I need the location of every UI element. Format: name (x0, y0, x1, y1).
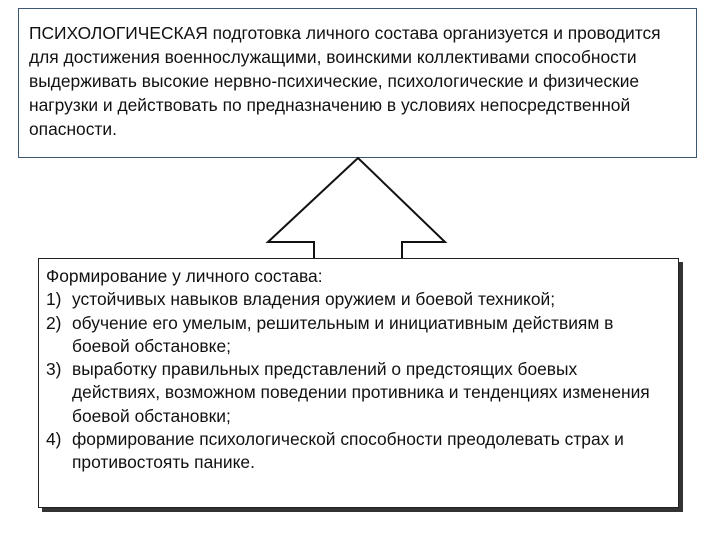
item-text: обучение его умелым, решительным и инициативным действиям в боевой обстановке; (72, 312, 614, 356)
item-text: выработку правильных представлений о предстоящих боевых действиях, возможном поведении противника и тенденциях изменения боевой обстановки; (72, 359, 650, 426)
list-item (46, 358, 670, 428)
item-text: устойчивых навыков владения оружием и боевой техникой; (72, 289, 556, 310)
list-item (46, 288, 670, 311)
list-item (46, 428, 670, 475)
formation-heading: Формирование у личного состава: (46, 266, 323, 286)
item-number: 3) (46, 359, 62, 380)
item-number: 2) (46, 312, 62, 333)
formation-list (46, 288, 670, 474)
item-text: формирование психологической способности преодолевать страх и противостоять панике. (72, 429, 624, 473)
list-item (46, 312, 670, 359)
item-number: 1) (46, 289, 62, 310)
item-number: 4) (46, 429, 62, 450)
formation-box (38, 258, 679, 508)
arrow-shape (268, 158, 445, 260)
definition-text: ПСИХОЛОГИЧЕСКАЯ подготовка личного состава организуется и проводится для достижения военнослужащими, воинскими коллективами способности выдерживать высокие нервно-психические, психологические и физические нагрузки и действовать по предназначению в условиях непосредственной опасности. (29, 23, 661, 139)
